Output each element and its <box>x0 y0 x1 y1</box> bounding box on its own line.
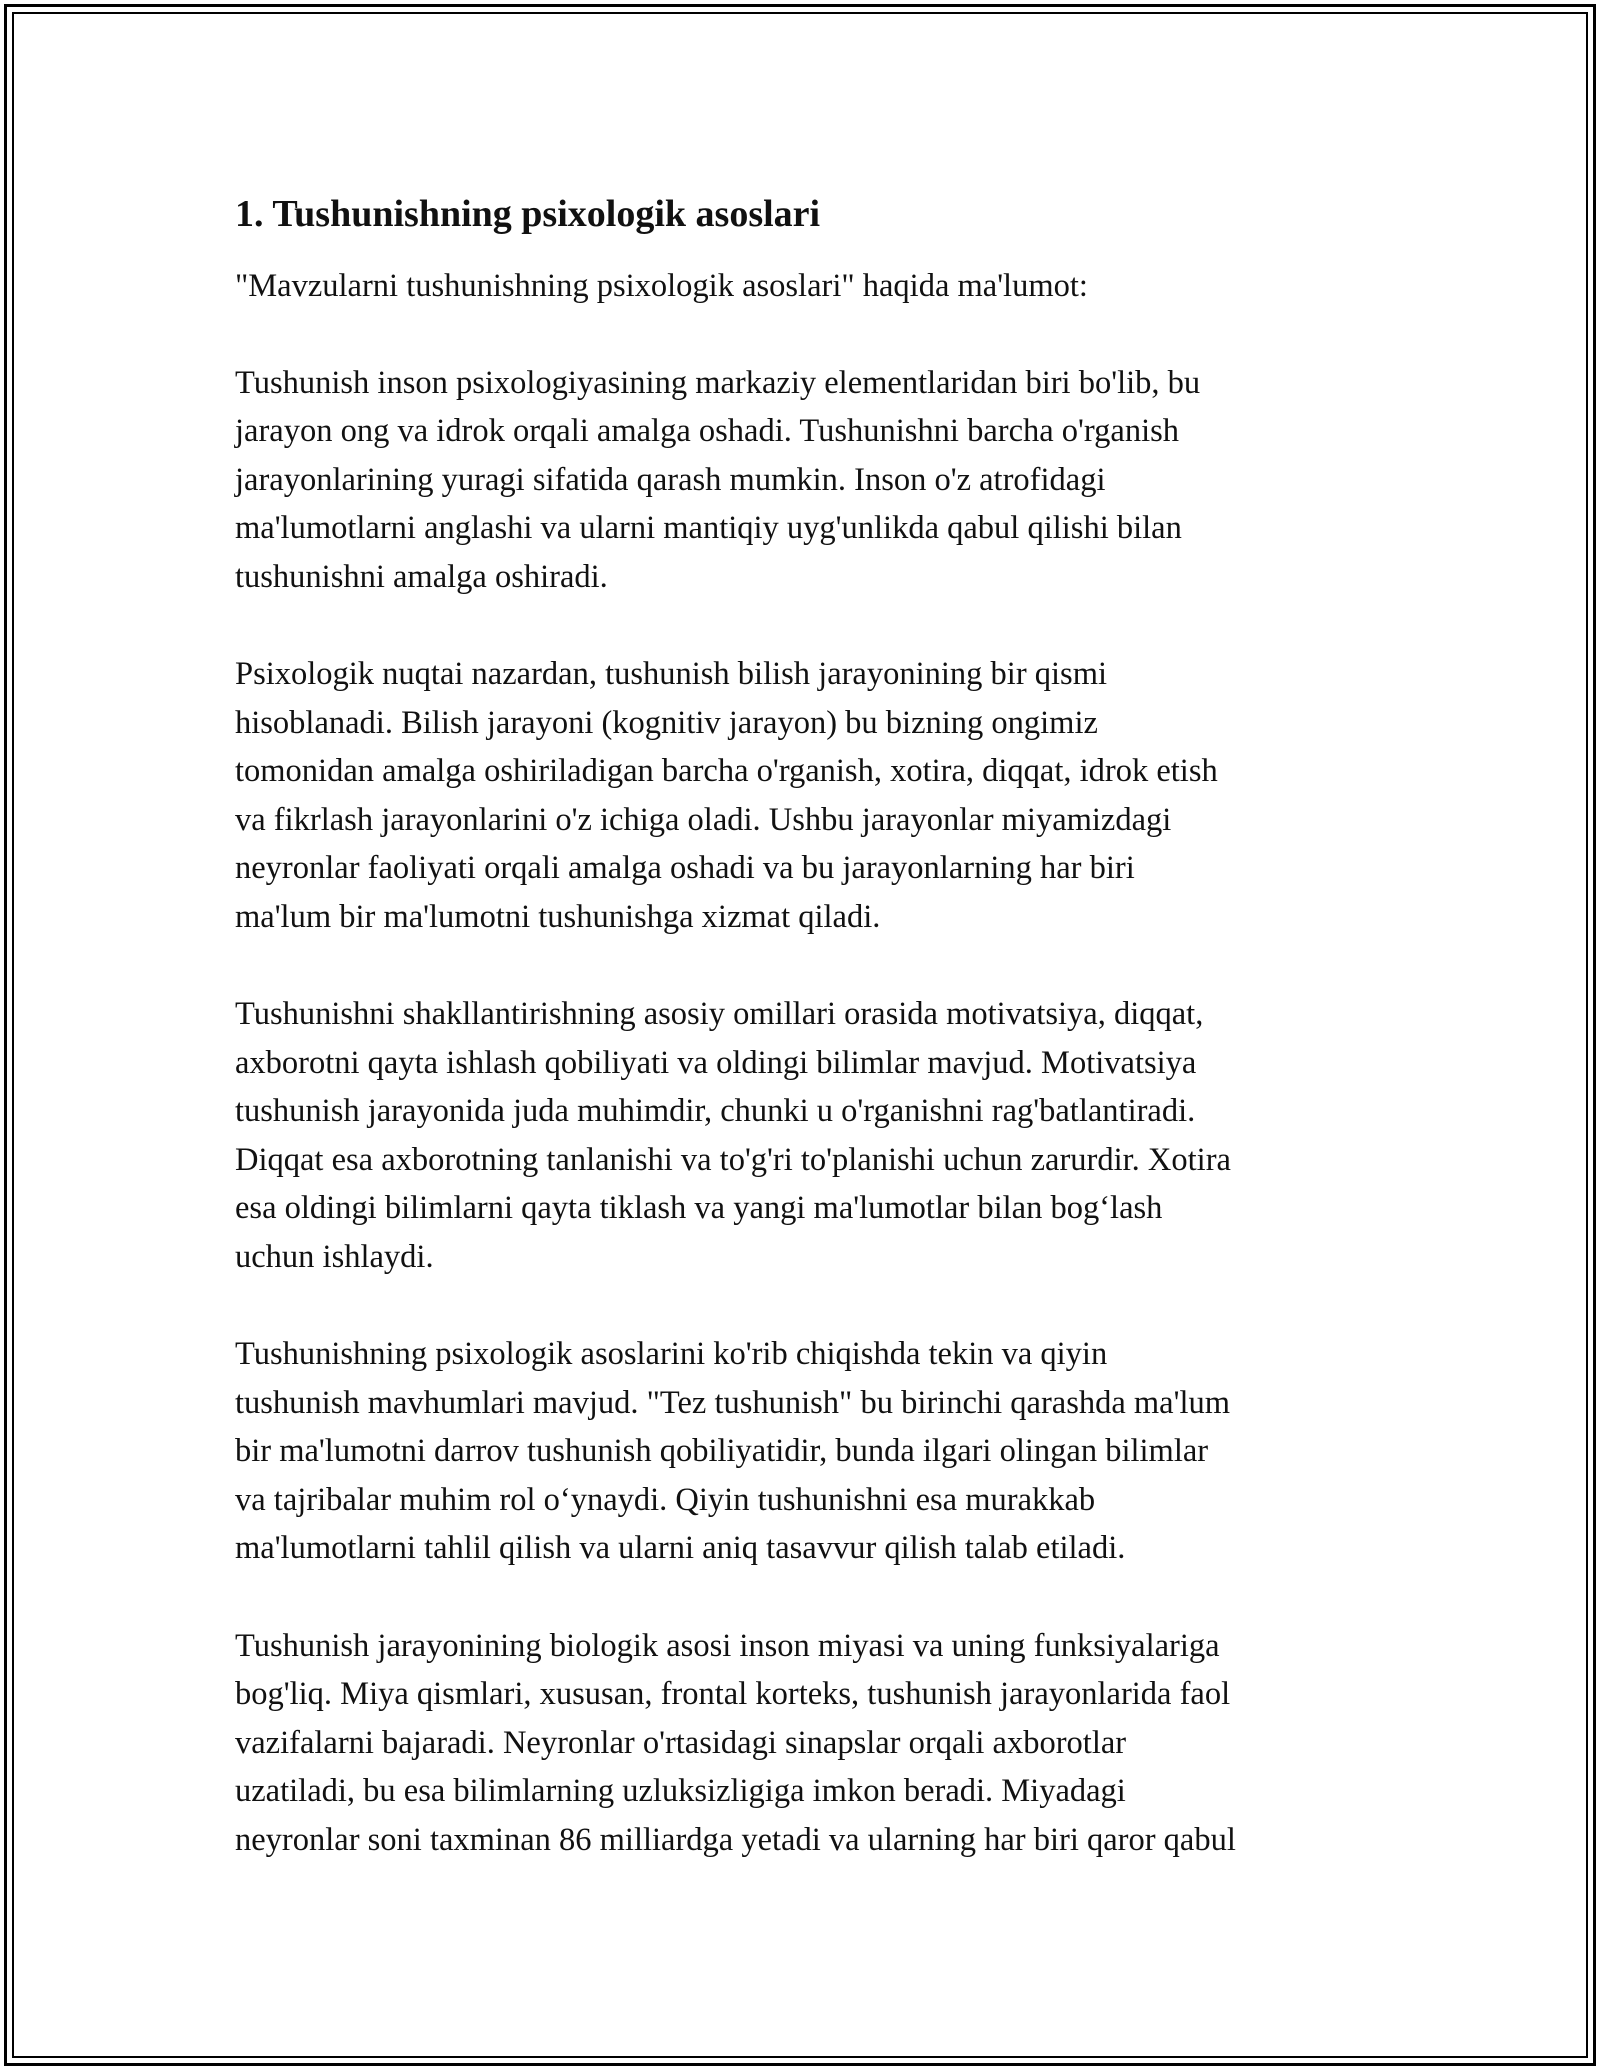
document-body <box>235 186 1375 1913</box>
paragraph-line: va fikrlash jarayonlarini o'z ichiga oladi. Ushbu jarayonlar miyamizdagi <box>235 801 1172 838</box>
paragraph-line: ma'lum bir ma'lumotni tushunishga xizmat qiladi. <box>235 898 881 935</box>
paragraph-line: va tajribalar muhim rol o‘ynaydi. Qiyin tushunishni esa murakkab <box>235 1481 1096 1518</box>
paragraph-3 <box>235 990 1375 1281</box>
intro-line: "Mavzularni tushunishning psixologik asoslari" haqida ma'lumot: <box>235 268 1088 304</box>
paragraph-line: jarayonlarining yuragi sifatida qarash mumkin. Inson o'z atrofidagi <box>235 461 1106 498</box>
paragraph-line: uchun ishlaydi. <box>235 1238 434 1275</box>
paragraph-line: tomonidan amalga oshiriladigan barcha o'rganish, xotira, diqqat, idrok etish <box>235 753 1218 789</box>
paragraph-line: axborotni qayta ishlash qobiliyati va oldingi bilimlar mavjud. Motivatsiya <box>235 1044 1197 1081</box>
paragraph-line: neyronlar faoliyati orqali amalga oshadi va bu jarayonlarning har biri <box>235 850 1135 886</box>
paragraph-1 <box>235 359 1375 602</box>
paragraph-line: esa oldingi bilimlarni qayta tiklash va yangi ma'lumotlar bilan bog‘lash <box>235 1190 1163 1226</box>
paragraph-line: tushunish mavhumlari mavjud. "Tez tushunish" bu birinchi qarashda ma'lum <box>235 1384 1231 1421</box>
paragraph-line: tushunish jarayonida juda muhimdir, chunki u o'rganishni rag'batlantiradi. <box>235 1093 1196 1129</box>
paragraph-line: hisoblanadi. Bilish jarayoni (kognitiv jarayon) bu bizning ongimiz <box>235 704 1098 741</box>
paragraph-line: Tushunish jarayonining biologik asosi inson miyasi va uning funksiyalariga <box>235 1627 1220 1664</box>
paragraph-line: ma'lumotlarni tahlil qilish va ularni aniq tasavvur qilish talab etiladi. <box>235 1530 1126 1566</box>
section-heading: 1. Tushunishning psixologik asoslari <box>235 193 821 235</box>
paragraph-line: ma'lumotlarni anglashi va ularni mantiqiy uyg'unlikda qabul qilishi bilan <box>235 510 1182 546</box>
paragraph-line: Tushunishning psixologik asoslarini ko'rib chiqishda tekin va qiyin <box>235 1336 1108 1372</box>
paragraph-line: bir ma'lumotni darrov tushunish qobiliyatidir, bunda ilgari olingan bilimlar <box>235 1433 1209 1469</box>
paragraph-2 <box>235 650 1375 941</box>
paragraph-line: uzatiladi, bu esa bilimlarning uzluksizligiga imkon beradi. Miyadagi <box>235 1773 1126 1809</box>
paragraph-line: Psixologik nuqtai nazardan, tushunish bilish jarayonining bir qismi <box>235 656 1108 692</box>
paragraph-4 <box>235 1330 1375 1573</box>
paragraph-line: bog'liq. Miya qismlari, xususan, frontal korteks, tushunish jarayonlarida faol <box>235 1676 1231 1712</box>
paragraph-line: jarayon ong va idrok orqali amalga oshadi. Tushunishni barcha o'rganish <box>235 413 1179 449</box>
paragraph-line: tushunishni amalga oshiradi. <box>235 558 608 595</box>
paragraph-line: vazifalarni bajaradi. Neyronlar o'rtasidagi sinapslar orqali axborotlar <box>235 1724 1127 1761</box>
paragraph-line: Diqqat esa axborotning tanlanishi va to'g'ri to'planishi uchun zarurdir. Xotira <box>235 1141 1231 1178</box>
paragraph-line: Tushunishni shakllantirishning asosiy omillari orasida motivatsiya, diqqat, <box>235 996 1204 1032</box>
paragraph-line: neyronlar soni taxminan 86 milliardga yetadi va ularning har biri qaror qabul <box>235 1821 1236 1858</box>
paragraph-line: Tushunish inson psixologiyasining markaziy elementlaridan biri bo'lib, bu <box>235 364 1201 401</box>
paragraph-5 <box>235 1622 1375 1865</box>
